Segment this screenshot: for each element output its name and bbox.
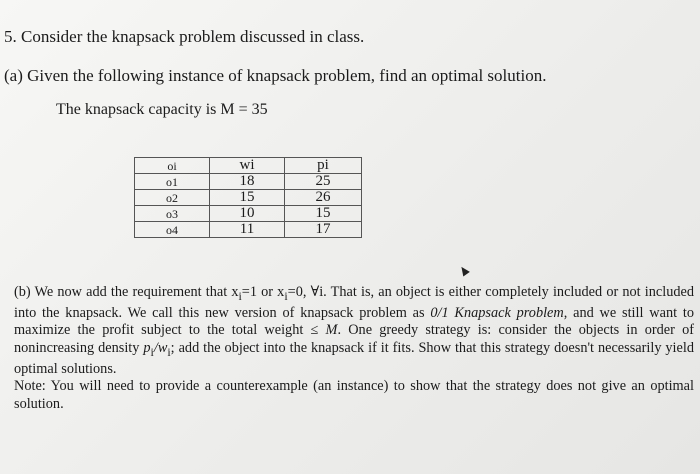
part-a-text: (a) Given the following instance of knapsack problem, find an optimal solution. (4, 66, 547, 85)
cell-profit: 26 (285, 190, 362, 206)
header-object: oi (135, 158, 210, 174)
table-header-row (135, 158, 362, 174)
cell-profit: 25 (285, 174, 362, 190)
cell-profit: 17 (285, 222, 362, 238)
part-b-text: (b) We now add the requirement that $x_i=1$ or $x_i=0$, ∀i. That is, an object is either completely included or not included into the knapsack. We call this new version of knapsack problem as 0/1 Knapsack problem, and we still want to maximize the profit subject to the total weight ≤ M. One greedy strategy is: consider the objects in order of nonincreasing density $p_i/w_i$; add the object into the knapsack if it fits. Show that this strategy doesn't necessarily yield optimal solutions. (14, 284, 694, 377)
cell-profit: 15 (285, 206, 362, 222)
note-text: Note: You will need to provide a counterexample (an instance) to show that the strategy does not give an optimal solution. (14, 378, 694, 412)
header-profit: pi (285, 158, 362, 174)
cell-object: o2 (135, 190, 210, 206)
cell-weight: 10 (210, 206, 285, 222)
table-row (135, 190, 362, 206)
table-row (135, 174, 362, 190)
cell-weight: 18 (210, 174, 285, 190)
cell-weight: 11 (210, 222, 285, 238)
question-title: 5. Consider the knapsack problem discussed in class. (4, 27, 365, 46)
table-row (135, 222, 362, 238)
cell-object: o3 (135, 206, 210, 222)
cell-weight: 15 (210, 190, 285, 206)
table-row (135, 206, 362, 222)
capacity-text: The knapsack capacity is M = 35 (56, 101, 268, 118)
mouse-pointer-icon (458, 265, 470, 277)
part-b-paragraph (14, 284, 694, 413)
cell-object: o1 (135, 174, 210, 190)
cell-object: o4 (135, 222, 210, 238)
item-table (134, 157, 362, 238)
header-weight: wi (210, 158, 285, 174)
